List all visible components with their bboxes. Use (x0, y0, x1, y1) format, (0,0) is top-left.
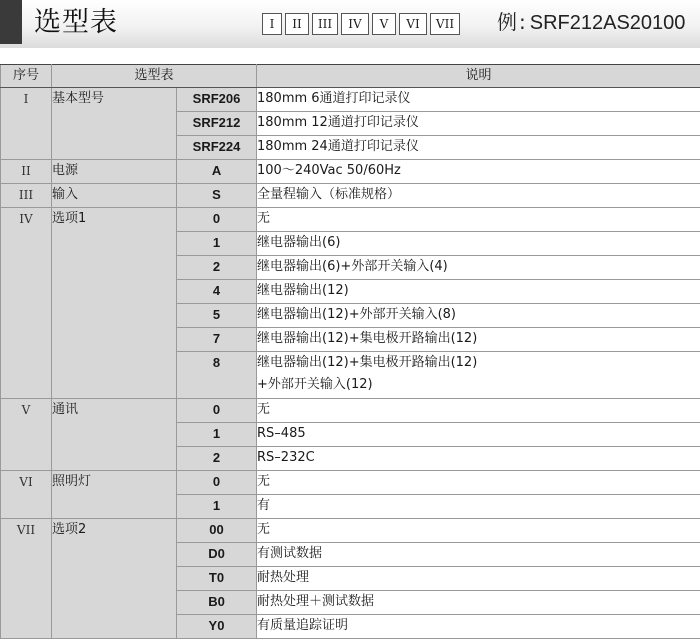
position-number: III (1, 184, 52, 208)
option-description (257, 256, 700, 280)
table-row (1, 160, 700, 184)
option-description (257, 232, 700, 256)
position-box-5: V (372, 13, 396, 35)
position-box-2: II (285, 13, 309, 35)
option-code: 5 (177, 304, 257, 328)
option-code: 7 (177, 328, 257, 352)
option-code: D0 (177, 543, 257, 567)
option-code: 8 (177, 352, 257, 399)
option-category: 选项2 (52, 519, 177, 639)
description-line: 继电器输出(6) (257, 235, 341, 250)
header-accent-bar (0, 0, 22, 44)
table-row (1, 471, 700, 495)
table-row (1, 399, 700, 423)
option-description (257, 136, 700, 160)
position-box-1: I (262, 13, 282, 35)
header-select: 选型表 (52, 65, 257, 88)
table-header-row (1, 65, 700, 88)
description-line: 继电器输出(12)+集电极开路输出(12) (257, 355, 478, 370)
description-line: 有质量追踪证明 (257, 618, 349, 633)
description-line: 耐热处理＋测试数据 (257, 594, 375, 609)
option-description (257, 399, 700, 423)
option-category: 电源 (52, 160, 177, 184)
example-label: 例 (497, 10, 517, 34)
option-code: 0 (177, 399, 257, 423)
description-line: 有测试数据 (257, 546, 323, 561)
option-description (257, 495, 700, 519)
position-box-6: VI (399, 13, 427, 35)
description-line: 无 (257, 474, 271, 489)
table-row (1, 519, 700, 543)
option-description (257, 591, 700, 615)
description-line: 100～240Vac 50/60Hz (257, 163, 401, 178)
option-code: Y0 (177, 615, 257, 639)
description-line: 全量程输入（标准规格） (257, 187, 401, 202)
option-description (257, 88, 700, 112)
header-desc: 说明 (257, 65, 700, 88)
position-number: I (1, 88, 52, 160)
option-code: A (177, 160, 257, 184)
position-box-4: IV (341, 13, 369, 35)
option-code: 1 (177, 232, 257, 256)
example-model (497, 6, 685, 39)
option-description (257, 184, 700, 208)
option-code: B0 (177, 591, 257, 615)
option-category: 选项1 (52, 208, 177, 399)
option-description (257, 447, 700, 471)
position-number: VII (1, 519, 52, 639)
description-line-2: +外部开关输入(12) (257, 377, 373, 392)
description-line: 180mm 6通道打印记录仪 (257, 91, 411, 106)
description-line: RS–232C (257, 450, 315, 465)
table-row (1, 184, 700, 208)
option-code: 4 (177, 280, 257, 304)
selection-table (0, 64, 700, 639)
option-code: SRF224 (177, 136, 257, 160)
option-code: 2 (177, 447, 257, 471)
option-description (257, 160, 700, 184)
description-line: 继电器输出(12)+集电极开路输出(12) (257, 331, 478, 346)
option-category: 通讯 (52, 399, 177, 471)
table-row (1, 208, 700, 232)
option-code: SRF212 (177, 112, 257, 136)
description-line: 有 (257, 498, 271, 513)
option-code: 1 (177, 495, 257, 519)
option-category: 基本型号 (52, 88, 177, 160)
option-code: 2 (177, 256, 257, 280)
position-index-boxes (262, 13, 460, 35)
position-number: IV (1, 208, 52, 399)
position-box-7: VII (430, 13, 460, 35)
option-description (257, 519, 700, 543)
description-line: 无 (257, 211, 271, 226)
option-code: SRF206 (177, 88, 257, 112)
option-category: 输入 (52, 184, 177, 208)
option-description (257, 471, 700, 495)
description-line: 继电器输出(6)+外部开关输入(4) (257, 259, 448, 274)
option-code: 0 (177, 208, 257, 232)
description-line: 继电器输出(12)+外部开关输入(8) (257, 307, 457, 322)
option-code: 00 (177, 519, 257, 543)
page-title: 选型表 (34, 7, 118, 38)
option-code: T0 (177, 567, 257, 591)
option-description (257, 112, 700, 136)
option-code: S (177, 184, 257, 208)
example-colon: : (519, 10, 526, 34)
option-description (257, 352, 700, 399)
option-code: 0 (177, 471, 257, 495)
header-no: 序号 (1, 65, 52, 88)
description-line: 无 (257, 522, 271, 537)
example-code: SRF212AS20100 (529, 12, 686, 34)
position-number: VI (1, 471, 52, 519)
option-description (257, 280, 700, 304)
option-description (257, 615, 700, 639)
option-category: 照明灯 (52, 471, 177, 519)
description-line: 180mm 24通道打印记录仪 (257, 139, 419, 154)
option-description (257, 304, 700, 328)
description-line: 耐热处理 (257, 570, 310, 585)
option-description (257, 423, 700, 447)
option-description (257, 543, 700, 567)
page-header (0, 0, 700, 48)
description-line: 无 (257, 402, 271, 417)
option-code: 1 (177, 423, 257, 447)
option-description (257, 208, 700, 232)
position-number: II (1, 160, 52, 184)
option-description (257, 567, 700, 591)
description-line: RS–485 (257, 426, 306, 441)
position-number: V (1, 399, 52, 471)
description-line: 继电器输出(12) (257, 283, 349, 298)
table-row (1, 88, 700, 112)
position-box-3: III (312, 13, 338, 35)
option-description (257, 328, 700, 352)
description-line: 180mm 12通道打印记录仪 (257, 115, 419, 130)
